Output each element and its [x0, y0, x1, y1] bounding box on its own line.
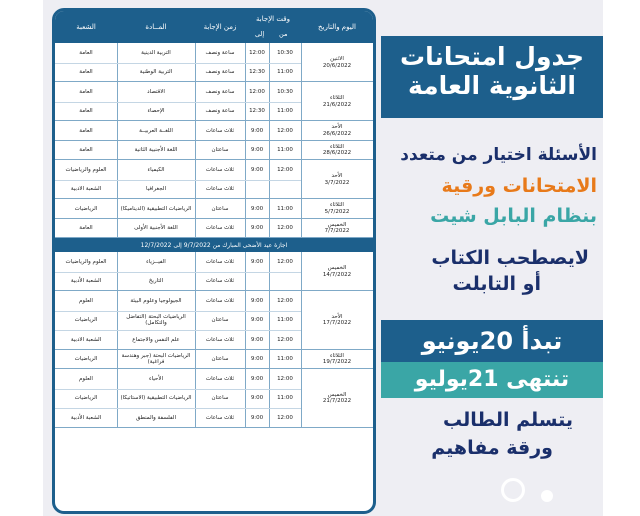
table-cell-subject: اللغــة العربيــة [139, 127, 173, 134]
paper-exams-text: الامتحانات ورقية [441, 175, 597, 197]
table-cell-duration: ساعتان [211, 147, 229, 154]
exam-date: 20/6/2022 [322, 62, 352, 69]
table-cell-division: العامة [79, 108, 93, 115]
table-cell-from: 11:00 [277, 317, 293, 324]
table-cell-to [245, 180, 269, 200]
table-cell-division: الشعبة الأدبية [70, 414, 102, 421]
day-date-cell [301, 160, 373, 199]
table-cell-subject: التاريخ [148, 278, 164, 285]
concepts-sheet-text: ورقة مفاهيم [431, 437, 553, 459]
table-cell-to: 12:30 [249, 108, 265, 115]
schedule-group [55, 43, 373, 82]
table-cell-to: 9:00 [250, 225, 264, 232]
title-line-2: الثانوية العامة [408, 71, 576, 100]
schedule-group [55, 219, 373, 239]
student-receives-text: يتسلم الطالب [442, 409, 573, 431]
table-cell-division: العامة [79, 225, 93, 232]
table-cell-from: 11:00 [277, 69, 293, 76]
table-cell-duration: ساعة ونصف [205, 88, 235, 95]
table-cell-division: العامة [79, 69, 93, 76]
day-date-cell [301, 291, 373, 350]
table-cell-division: العامة [79, 88, 93, 95]
schedule-group [55, 369, 373, 428]
table-cell-from: 11:00 [277, 108, 293, 115]
table-cell-from: 10:30 [277, 49, 293, 56]
table-cell-division: الرياضيات [74, 395, 98, 402]
table-cell-subject: الفيــزياء [146, 258, 166, 265]
table-cell-subject: الأحياء [149, 375, 163, 382]
table-cell-subject: اللغة الأجنبية الأولى [134, 225, 178, 232]
schedule-group [55, 199, 373, 219]
table-cell-division: الرياضيات [74, 205, 98, 212]
day-date-cell [301, 43, 373, 82]
table-cell-duration: ثلاث ساعات [205, 278, 235, 285]
table-cell-to: 9:00 [250, 297, 264, 304]
table-cell-subject: الجغرافيا [146, 186, 166, 193]
day-name: الثلاثاء [330, 352, 344, 359]
table-cell-to: 12:00 [249, 49, 265, 56]
table-cell-from: 12:00 [277, 166, 293, 173]
day-date-cell [301, 252, 373, 291]
day-date-cell [301, 141, 373, 161]
table-cell-duration: ثلاث ساعات [205, 127, 235, 134]
table-cell-to: 9:00 [250, 356, 264, 363]
table-cell-subject: التربية الدينية [141, 49, 171, 56]
info-panel [381, 0, 603, 516]
table-cell-duration: ساعة ونصف [205, 108, 235, 115]
schedule-group [55, 291, 373, 350]
table-cell-duration: ثلاث ساعات [205, 336, 235, 343]
schedule-group [55, 121, 373, 141]
day-name: الأحد [331, 313, 343, 320]
schedule-group [55, 160, 373, 199]
table-cell-subject: الكيمياء [147, 166, 165, 173]
table-cell-duration: ثلاث ساعات [205, 186, 235, 193]
table-cell-to: 9:00 [250, 166, 264, 173]
table-cell-from: 12:00 [277, 258, 293, 265]
title-line-1: جدول امتحانات [400, 42, 584, 71]
table-cell-to: 9:00 [250, 395, 264, 402]
table-cell-subject: علم النفس والاجتماع [132, 336, 180, 343]
table-cell-division: العلوم والرياضيات [65, 258, 107, 265]
day-name: الثلاثاء [330, 143, 344, 150]
exam-date: 26/6/2022 [322, 130, 352, 137]
table-cell-duration: ساعتان [211, 317, 229, 324]
table-cell-duration: ساعة ونصف [205, 49, 235, 56]
table-cell-duration: ثلاث ساعات [205, 166, 235, 173]
table-cell-division: العلوم [79, 297, 93, 304]
day-name: الاثنين [330, 56, 344, 63]
table-cell-subject: الرياضيات البحتة (التفاضل والتكامل) [126, 313, 186, 327]
day-date-cell [301, 199, 373, 219]
table-cell-subject: اللغة الأجنبية الثانية [134, 147, 178, 154]
schedule-group [55, 141, 373, 161]
header-subject: المــادة [145, 23, 167, 31]
table-cell-division: الرياضيات [74, 317, 98, 324]
table-cell-duration: ثلاث ساعات [205, 225, 235, 232]
table-cell-from: 11:00 [277, 205, 293, 212]
table-cell-subject: الإحصاء [147, 108, 165, 115]
table-cell-division: العلوم والرياضيات [65, 166, 107, 173]
table-cell-from [269, 272, 301, 292]
holiday-banner: اجازة عيد الأضحى المبارك من 9/7/2022 إلى 12/7/2022 [55, 238, 373, 252]
table-cell-from: 11:00 [277, 395, 293, 402]
table-cell-from: 12:00 [277, 375, 293, 382]
table-cell-from: 10:30 [277, 88, 293, 95]
table-cell-division: الشعبة الادبية [70, 336, 102, 343]
no-book-text: لايصطحب الكتاب [431, 247, 589, 269]
day-date-cell [301, 350, 373, 370]
day-date-cell [301, 121, 373, 141]
table-cell-to: 9:00 [250, 336, 264, 343]
day-name: الأحد [331, 124, 343, 131]
schedule-group [55, 350, 373, 370]
table-cell-to: 9:00 [250, 127, 264, 134]
table-cell-from: 12:00 [277, 127, 293, 134]
exam-date: 3/7/2022 [324, 179, 350, 186]
day-date-cell [301, 82, 373, 121]
table-cell-to: 9:00 [250, 375, 264, 382]
table-cell-division: العامة [79, 127, 93, 134]
day-name: الخميس [327, 221, 347, 228]
table-header [55, 11, 373, 43]
exam-date: 21/6/2022 [322, 101, 352, 108]
dot-decoration [541, 490, 553, 502]
table-cell-to: 9:00 [250, 414, 264, 421]
table-cell-from: 12:00 [277, 225, 293, 232]
table-cell-from: 11:00 [277, 147, 293, 154]
day-name: الخميس [327, 391, 347, 398]
header-day-date: اليوم والتاريخ [318, 23, 356, 31]
table-cell-division: الشعبة الادبية [70, 186, 102, 193]
table-cell-duration: ساعتان [211, 395, 229, 402]
exam-date: 17/7/2022 [322, 320, 352, 327]
table-cell-duration: ساعة ونصف [205, 69, 235, 76]
day-name: الثلاثاء [330, 95, 344, 102]
header-from: من [279, 30, 288, 38]
exam-date: 19/7/2022 [322, 359, 352, 366]
day-date-cell [301, 369, 373, 428]
table-cell-from: 12:00 [277, 336, 293, 343]
table-cell-duration: ثلاث ساعات [205, 297, 235, 304]
title-banner [381, 36, 603, 118]
table-cell-to: 12:30 [249, 69, 265, 76]
table-cell-from [269, 180, 301, 200]
table-cell-to: 9:00 [250, 205, 264, 212]
day-name: الثلاثاء [330, 202, 344, 209]
exam-schedule-table [52, 8, 376, 514]
table-cell-to [245, 272, 269, 292]
table-cell-from: 12:00 [277, 414, 293, 421]
header-answer-time: وقت الإجابة [256, 15, 290, 23]
exam-date: 28/6/2022 [322, 150, 352, 157]
mcq-text: الأسئلة اختيار من متعدد [400, 145, 597, 165]
table-cell-division: العلوم [79, 375, 93, 382]
table-cell-duration: ثلاث ساعات [205, 258, 235, 265]
header-division: الشعبة [76, 23, 96, 31]
table-cell-division: العامة [79, 147, 93, 154]
table-cell-duration: ثلاث ساعات [205, 414, 235, 421]
table-cell-subject: الرياضيات التطبيقية (الاستاتيكا) [120, 395, 192, 402]
table-cell-from: 12:00 [277, 297, 293, 304]
table-cell-subject: الجيولوجيا وعلوم البيئة [130, 297, 182, 304]
day-date-cell [301, 219, 373, 239]
table-cell-to: 9:00 [250, 147, 264, 154]
table-cell-subject: الرياضيات التطبيقية (الديناميكا) [120, 205, 192, 212]
exam-date: 21/7/2022 [322, 398, 352, 405]
table-cell-to: 9:00 [250, 258, 264, 265]
table-cell-subject: الفلسفة والمنطق [136, 414, 176, 421]
table-cell-division: العامة [79, 49, 93, 56]
table-cell-division: الرياضيات [74, 356, 98, 363]
schedule-group [55, 82, 373, 121]
start-date-banner: تبدأ 20يونيو [381, 320, 603, 362]
table-cell-subject: الاقتصاد [147, 88, 165, 95]
table-cell-subject: التربية الوطنية [139, 69, 173, 76]
table-cell-duration: ساعتان [211, 356, 229, 363]
crescent-decoration [501, 478, 525, 502]
table-cell-duration: ساعتان [211, 205, 229, 212]
table-cell-subject: الرياضيات البحتة (جبر وهندسة فراغية) [121, 352, 191, 366]
schedule-group [55, 252, 373, 291]
day-name: الأحد [331, 173, 343, 180]
table-cell-duration: ثلاث ساعات [205, 375, 235, 382]
exam-date: 7/7/2022 [324, 228, 350, 235]
exam-date: 5/7/2022 [324, 208, 350, 215]
end-date-banner: تنتهى 21يوليو [381, 362, 603, 398]
table-cell-to: 12:00 [249, 88, 265, 95]
header-to: إلى [255, 30, 265, 38]
table-cell-from: 11:00 [277, 356, 293, 363]
header-duration: زمن الإجابة [203, 23, 237, 31]
no-tablet-text: أو التابلت [452, 273, 541, 295]
table-cell-division: الشعبة الأدبية [70, 278, 102, 285]
day-name: الخميس [327, 265, 347, 272]
exam-date: 14/7/2022 [322, 271, 352, 278]
table-cell-to: 9:00 [250, 317, 264, 324]
bubble-sheet-text: بنظام البابل شيت [430, 205, 597, 227]
